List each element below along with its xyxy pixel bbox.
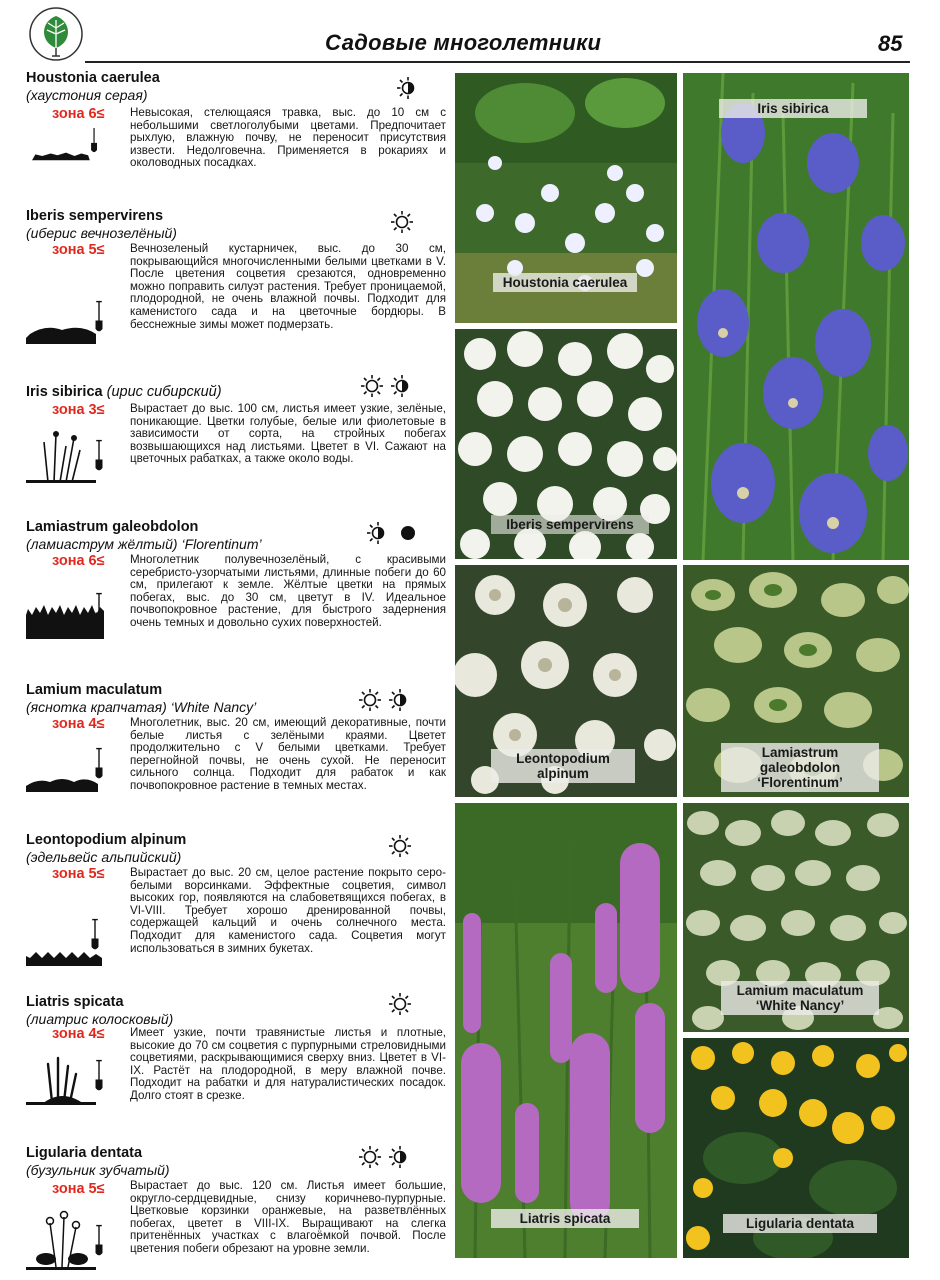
plant-entry-ligularia [26, 1145, 446, 1275]
plant-latin-name: Houstonia caerulea [26, 70, 160, 86]
light-requirements [366, 521, 420, 545]
light-requirements [358, 1145, 412, 1169]
planting-depth-icon [26, 1044, 106, 1106]
sun-icon [360, 374, 384, 398]
photo-label: Liatris spicata [491, 1209, 639, 1228]
plant-latin-name: Ligularia dentata [26, 1145, 143, 1161]
plant-entry-liatris [26, 994, 446, 1109]
hardiness-zone: зона 4≤ [52, 1026, 105, 1042]
half-shade-icon [396, 76, 420, 100]
photo-label: Iris sibirica [719, 99, 867, 118]
half-shade-icon [388, 688, 412, 712]
plant-russian-name: (хаустония серая) [26, 87, 148, 103]
section-title: Садовые многолетники [325, 30, 602, 55]
page-number: 85 [878, 31, 903, 56]
plant-latin-name: Lamium maculatum [26, 682, 163, 698]
plant-russian-name: (иберис вечнозелёный) [26, 225, 177, 241]
plant-cultivar: ‘Florentinum’ [181, 536, 262, 552]
half-shade-icon [390, 374, 414, 398]
light-requirements [396, 76, 420, 100]
planting-depth-icon [26, 1209, 106, 1271]
light-requirements [360, 374, 414, 398]
plant-russian-name: (ирис сибирский) [106, 384, 222, 400]
light-requirements [390, 210, 414, 234]
planting-depth-icon [26, 581, 106, 641]
plant-entry-lamium [26, 682, 446, 797]
half-shade-icon [388, 1145, 412, 1169]
leaf-logo-icon [28, 6, 84, 62]
plant-description: Невысокая, стелющаяся травка, выс. до 10 см с небольшими светлоголубыми цветами. Предпочитает рыхлую, влажную почву, не переносит присутствия извести. Недолговечна. Применяется в рокариях и околоводных посадках. [130, 106, 446, 170]
hardiness-zone: зона 3≤ [52, 402, 105, 418]
photo-ligularia [683, 1038, 909, 1258]
plant-description: Вечнозеленый кустарничек, выс. до 30 см, покрывающийся многочисленными белыми цветками в V. После цветения соцветия срезаются, одновременно можно поправить силуэт растения. Требует проницаемой, плодородной, не очень влажной почвы. Подходит для каменистого сада и на цветочные бордюры. В бесснежные зимы может подмерзать. [130, 242, 446, 331]
plant-latin-name: Iris sibirica (ирис сибирский) [26, 384, 222, 400]
full-shade-icon [396, 521, 420, 545]
planting-depth-icon [26, 734, 106, 794]
plant-entry-houstonia [26, 70, 446, 170]
plant-description: Многолетник, выс. 20 см, имеющий декоративные, почти белые листья с зелёными краями. Цветет продолжительно с V белыми цветками. Требует перегнойной почвы, не очень сухой. Не переносит сильного солнца. Подходит для рабаток и как почвопокровное растение в темных местах. [130, 716, 446, 792]
planting-depth-icon [26, 128, 106, 162]
photo-label: Leontopodium alpinum [491, 749, 635, 783]
plant-latin-name: Iberis sempervirens [26, 208, 164, 224]
plant-russian-name: (эдельвейс альпийский) [26, 849, 182, 865]
planting-depth-icon [26, 424, 106, 484]
plant-russian-name: (ламиаструм жёлтый) [26, 536, 178, 552]
iris-flowers-image [683, 73, 909, 560]
photo-lamiastrum [683, 565, 909, 797]
plant-latin-name: Leontopodium alpinum [26, 832, 187, 848]
plant-entry-iris [26, 384, 446, 494]
photo-iberis [455, 329, 677, 559]
light-requirements [388, 834, 412, 858]
photo-liatris [455, 803, 677, 1258]
light-requirements [388, 992, 412, 1016]
hardiness-zone: зона 4≤ [52, 716, 105, 732]
light-requirements [358, 688, 412, 712]
plant-entry-iberis [26, 208, 446, 348]
plant-latin-name: Lamiastrum galeobdolon [26, 519, 199, 535]
plant-latin-name: Liatris spicata [26, 994, 124, 1010]
plant-entry-leontopodium [26, 832, 446, 977]
photo-label: Lamiastrum galeobdolon ‘Florentinum’ [721, 743, 879, 792]
sun-icon [388, 834, 412, 858]
plant-russian-name: (лиатрис колосковый) [26, 1011, 174, 1027]
plant-cultivar: ‘White Nancy’ [170, 699, 257, 715]
plant-russian-name: (яснотка крапчатая) [26, 699, 167, 715]
hardiness-zone: зона 6≤ [52, 106, 105, 122]
header-rule [85, 61, 910, 63]
sun-icon [388, 992, 412, 1016]
liatris-flowers-image [455, 803, 677, 1258]
hardiness-zone: зона 6≤ [52, 553, 105, 569]
sun-icon [358, 688, 382, 712]
hardiness-zone: зона 5≤ [52, 242, 105, 258]
plant-description: Имеет узкие, почти травянистые листья и плотные, высокие до 70 см соцветия с пурпурными стреловидными соцветиями, раскрывающимися сверху вниз. Цветет в VI-IX. Растёт на плодородной, в меру влажной почве. Подходит на рабатки и для натуралистических посадок. Долго стоят в срезке. [130, 1026, 446, 1102]
plant-description: Вырастает до выс. 100 см, листья имеет узкие, зелёные, поникающие. Цветки голубые, белые или фиолетовые в зависимости от сорта, на стройных побегах возвышающихся над листьями. Цветет в VI. Сажают на цветочных рабатках, а также около воды. [130, 402, 446, 466]
photo-label: Houstonia caerulea [493, 273, 637, 292]
sun-icon [390, 210, 414, 234]
half-shade-icon [366, 521, 390, 545]
plant-entry-lamiastrum [26, 519, 446, 649]
plant-description: Вырастает до выс. 20 см, целое растение покрыто серо-белыми ворсинками. Эффектные соцветия, символ высоких гор, появляются на слабоветвящихся побегах, в VI-VIII. Требует хорошо дренированной почвы, содержащей кальций и очень солнечного места. Подходит для каменистого сада. Соцветия могут использоваться в зимних букетах. [130, 866, 446, 955]
plant-description: Вырастает до выс. 120 см. Листья имеет большие, округло-сердцевидные, снизу коричнево-пурпурные. Цветковые корзинки оранжевые, на разветвлённых побегах, цветет в VIII-IX. Выращивают на слегка притенённых участках с влагоёмкой почвой. После цветения побеги обрезают на уровне земли. [130, 1179, 446, 1255]
planting-depth-icon [26, 288, 106, 346]
photo-label: Iberis sempervirens [491, 515, 649, 534]
plant-russian-name: (бузульник зубчатый) [26, 1162, 170, 1178]
photo-leontopodium [455, 565, 677, 797]
hardiness-zone: зона 5≤ [52, 866, 105, 882]
photo-houstonia [455, 73, 677, 323]
photo-label: Lamium maculatum ‘White Nancy’ [721, 981, 879, 1015]
hardiness-zone: зона 5≤ [52, 1181, 105, 1197]
plant-description: Многолетник полувечнозелёный, с красивыми серебристо-узорчатыми листьями, длинные побеги до 60 см, прилегают к земле. Жёлтые цветки на прямых побегах, выс. до 30 см, цветут в IV. Идеальное почвопокровное растение, для быстрого задернения очень темных и довольно сухих поверхностей. [130, 553, 446, 629]
photo-label: Ligularia dentata [723, 1214, 877, 1233]
photo-iris [683, 73, 909, 560]
planting-depth-icon [26, 906, 106, 968]
sun-icon [358, 1145, 382, 1169]
photo-lamium [683, 803, 909, 1032]
